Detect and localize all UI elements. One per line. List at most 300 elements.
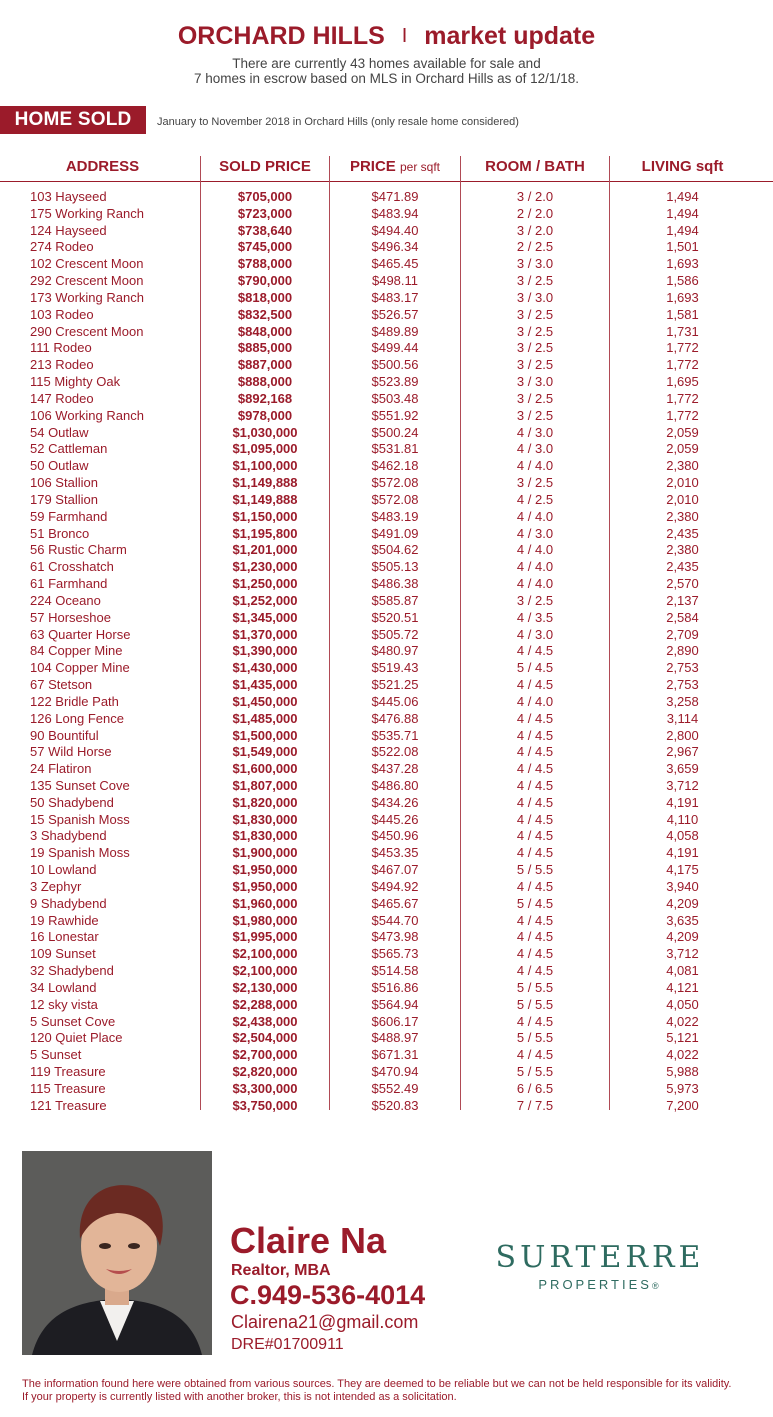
- header-room-bath: ROOM / BATH: [485, 158, 585, 175]
- address-cell: 19 Rawhide: [30, 912, 99, 928]
- table-row: [0, 1047, 773, 1064]
- living-sqft-cell: 1,772: [666, 340, 699, 356]
- address-cell: 90 Bountiful: [30, 727, 99, 743]
- table-row: [0, 374, 773, 391]
- table-row: [0, 744, 773, 761]
- room-bath-cell: 4 / 3.0: [516, 441, 554, 457]
- sold-price-cell: $2,438,000: [232, 1013, 298, 1029]
- address-cell: 121 Treasure: [30, 1097, 107, 1113]
- sold-price-cell: $1,430,000: [232, 660, 298, 676]
- address-cell: 175 Working Ranch: [30, 205, 144, 221]
- price-per-sqft-cell: $505.72: [371, 626, 419, 642]
- price-per-sqft-cell: $500.24: [371, 424, 419, 440]
- room-bath-cell: 4 / 4.5: [516, 811, 554, 827]
- room-bath-cell: 3 / 2.0: [516, 222, 554, 238]
- address-cell: 56 Rustic Charm: [30, 542, 127, 558]
- price-per-sqft-cell: $496.34: [371, 239, 419, 255]
- sold-price-cell: $2,130,000: [232, 979, 298, 995]
- price-per-sqft-cell: $445.06: [371, 693, 419, 709]
- agent-portrait-image: [22, 1151, 212, 1355]
- table-row: [0, 324, 773, 341]
- table-row: [0, 677, 773, 694]
- sold-price-cell: $1,100,000: [232, 458, 298, 474]
- room-bath-cell: 4 / 4.5: [516, 1047, 554, 1063]
- header-price-per-sqft: [330, 158, 460, 175]
- room-bath-cell: 4 / 4.0: [516, 458, 554, 474]
- address-cell: 5 Sunset: [30, 1047, 82, 1063]
- table-row: [0, 879, 773, 896]
- sold-price-cell: $2,504,000: [232, 1030, 298, 1046]
- price-per-sqft-cell: $437.28: [371, 761, 419, 777]
- address-cell: 19 Spanish Moss: [30, 845, 130, 861]
- address-cell: 84 Copper Mine: [30, 643, 123, 659]
- living-sqft-cell: 5,973: [666, 1080, 699, 1096]
- table-row: [0, 1098, 773, 1115]
- price-per-sqft-cell: $572.08: [371, 491, 419, 507]
- living-sqft-cell: 3,712: [666, 777, 699, 793]
- table-row: [0, 946, 773, 963]
- living-sqft-cell: 3,114: [666, 710, 699, 726]
- price-per-sqft-cell: $467.07: [371, 862, 419, 878]
- address-cell: 106 Working Ranch: [30, 407, 144, 423]
- sold-price-cell: $1,149,888: [232, 475, 298, 491]
- address-cell: 213 Rodeo: [30, 357, 94, 373]
- living-sqft-cell: 2,010: [666, 491, 699, 507]
- sold-price-cell: $1,950,000: [232, 862, 298, 878]
- header-price-label: PRICE: [349, 158, 396, 175]
- room-bath-cell: 3 / 2.5: [516, 592, 554, 608]
- address-cell: 173 Working Ranch: [30, 289, 144, 305]
- table-row: [0, 391, 773, 408]
- brokerage-logo: [480, 1240, 720, 1292]
- price-per-sqft-cell: $486.38: [371, 576, 419, 592]
- room-bath-cell: 4 / 4.0: [516, 576, 554, 592]
- living-sqft-cell: 4,175: [666, 862, 699, 878]
- address-cell: 274 Rodeo: [30, 239, 94, 255]
- table-row: [0, 307, 773, 324]
- price-per-sqft-cell: $671.31: [371, 1047, 419, 1063]
- address-cell: 122 Bridle Path: [30, 693, 119, 709]
- table-row: [0, 997, 773, 1014]
- sold-price-cell: $1,485,000: [232, 710, 298, 726]
- table-row: [0, 492, 773, 509]
- table-row: [0, 475, 773, 492]
- room-bath-cell: 4 / 4.5: [516, 794, 554, 810]
- table-row: [0, 357, 773, 374]
- sold-price-cell: $2,100,000: [232, 946, 298, 962]
- living-sqft-cell: 1,772: [666, 390, 699, 406]
- address-cell: 124 Hayseed: [30, 222, 107, 238]
- room-bath-cell: 3 / 3.0: [516, 374, 554, 390]
- room-bath-cell: 3 / 2.5: [516, 475, 554, 491]
- living-sqft-cell: 3,258: [666, 693, 699, 709]
- room-bath-cell: 4 / 4.5: [516, 744, 554, 760]
- room-bath-cell: 4 / 2.5: [516, 491, 554, 507]
- agent-email[interactable]: Clairena21@gmail.com: [231, 1312, 419, 1332]
- price-per-sqft-cell: $526.57: [371, 306, 419, 322]
- address-cell: 10 Lowland: [30, 862, 97, 878]
- table-row: [0, 1030, 773, 1047]
- sold-price-cell: $1,995,000: [232, 929, 298, 945]
- price-per-sqft-cell: $520.83: [371, 1097, 419, 1113]
- table-row: [0, 929, 773, 946]
- table-row: [0, 728, 773, 745]
- address-cell: 126 Long Fence: [30, 710, 124, 726]
- sold-price-cell: $1,960,000: [232, 895, 298, 911]
- room-bath-cell: 4 / 4.5: [516, 878, 554, 894]
- table-row: [0, 963, 773, 980]
- sold-price-cell: $848,000: [237, 323, 293, 339]
- table-row: [0, 1081, 773, 1098]
- living-sqft-cell: 3,712: [666, 946, 699, 962]
- living-sqft-cell: 1,731: [666, 323, 699, 339]
- room-bath-cell: 4 / 3.0: [516, 424, 554, 440]
- price-per-sqft-cell: $523.89: [371, 374, 419, 390]
- address-cell: 50 Outlaw: [30, 458, 89, 474]
- table-row: [0, 643, 773, 660]
- address-cell: 179 Stallion: [30, 491, 98, 507]
- table-row: [0, 610, 773, 627]
- agent-license: DRE#01700911: [231, 1336, 344, 1353]
- price-per-sqft-cell: $483.17: [371, 289, 419, 305]
- room-bath-cell: 4 / 4.0: [516, 693, 554, 709]
- price-per-sqft-cell: $483.19: [371, 508, 419, 524]
- living-sqft-cell: 2,800: [666, 727, 699, 743]
- sold-price-cell: $1,549,000: [232, 744, 298, 760]
- address-cell: 115 Treasure: [30, 1080, 106, 1096]
- address-cell: 24 Flatiron: [30, 761, 92, 777]
- address-cell: 109 Sunset: [30, 946, 96, 962]
- table-row: [0, 1064, 773, 1081]
- room-bath-cell: 4 / 4.5: [516, 777, 554, 793]
- period-note: January to November 2018 in Orchard Hills (only resale home considered): [157, 116, 519, 128]
- living-sqft-cell: 1,586: [666, 273, 699, 289]
- sold-price-cell: $978,000: [237, 407, 293, 423]
- sold-price-cell: $1,095,000: [232, 441, 298, 457]
- price-per-sqft-cell: $471.89: [371, 189, 419, 204]
- room-bath-cell: 4 / 4.5: [516, 946, 554, 962]
- price-per-sqft-cell: $450.96: [371, 828, 419, 844]
- price-per-sqft-cell: $498.11: [371, 273, 419, 289]
- price-per-sqft-cell: $486.80: [371, 777, 419, 793]
- room-bath-cell: 3 / 2.0: [516, 189, 554, 204]
- living-sqft-cell: 3,659: [666, 761, 699, 777]
- room-bath-cell: 4 / 3.0: [516, 626, 554, 642]
- living-sqft-cell: 2,380: [666, 508, 699, 524]
- address-cell: 57 Horseshoe: [30, 609, 111, 625]
- room-bath-cell: 3 / 3.0: [516, 256, 554, 272]
- room-bath-cell: 4 / 4.5: [516, 727, 554, 743]
- disclaimer-line-1: The information found here were obtained from various sources. They are deemed to be reliable but we can not be held responsible for its validity.: [22, 1378, 732, 1390]
- living-sqft-cell: 3,635: [666, 912, 699, 928]
- price-per-sqft-cell: $551.92: [371, 407, 419, 423]
- address-cell: 135 Sunset Cove: [30, 777, 130, 793]
- living-sqft-cell: 2,137: [666, 592, 699, 608]
- brokerage-sub: [480, 1277, 720, 1292]
- room-bath-cell: 3 / 2.5: [516, 407, 554, 423]
- room-bath-cell: 4 / 4.5: [516, 1013, 554, 1029]
- price-per-sqft-cell: $470.94: [371, 1064, 419, 1080]
- table-row: [0, 711, 773, 728]
- table-row: [0, 526, 773, 543]
- sold-price-cell: $1,030,000: [232, 424, 298, 440]
- living-sqft-cell: 4,058: [666, 828, 699, 844]
- living-sqft-cell: 2,709: [666, 626, 699, 642]
- room-bath-cell: 4 / 4.5: [516, 710, 554, 726]
- table-row: [0, 559, 773, 576]
- price-per-sqft-cell: $445.26: [371, 811, 419, 827]
- address-cell: 61 Crosshatch: [30, 559, 114, 575]
- living-sqft-cell: 2,380: [666, 542, 699, 558]
- sold-price-cell: $3,750,000: [232, 1097, 298, 1113]
- room-bath-cell: 4 / 3.5: [516, 609, 554, 625]
- sold-price-cell: $832,500: [237, 306, 293, 322]
- living-sqft-cell: 4,191: [666, 794, 699, 810]
- sold-price-cell: $1,600,000: [232, 761, 298, 777]
- living-sqft-cell: 5,988: [666, 1064, 699, 1080]
- price-per-sqft-cell: $606.17: [371, 1013, 419, 1029]
- address-cell: 32 Shadybend: [30, 963, 114, 979]
- living-sqft-cell: 4,050: [666, 996, 699, 1012]
- sold-price-cell: $1,201,000: [232, 542, 298, 558]
- living-sqft-cell: 2,967: [666, 744, 699, 760]
- price-per-sqft-cell: $531.81: [371, 441, 419, 457]
- price-per-sqft-cell: $514.58: [371, 963, 419, 979]
- address-cell: 103 Rodeo: [30, 306, 94, 322]
- table-row: [0, 273, 773, 290]
- table-row: [0, 576, 773, 593]
- living-sqft-cell: 1,494: [666, 189, 699, 204]
- room-bath-cell: 6 / 6.5: [516, 1080, 554, 1096]
- sold-price-cell: $1,150,000: [232, 508, 298, 524]
- sold-price-cell: $1,370,000: [232, 626, 298, 642]
- room-bath-cell: 2 / 2.5: [516, 239, 554, 255]
- sold-price-cell: $788,000: [237, 256, 293, 272]
- disclaimer-line-2: If your property is currently listed with another broker, this is not intended as a solicitation.: [22, 1391, 457, 1403]
- sold-price-cell: $2,820,000: [232, 1064, 298, 1080]
- sold-price-cell: $1,149,888: [232, 491, 298, 507]
- room-bath-cell: 4 / 4.5: [516, 845, 554, 861]
- address-cell: 34 Lowland: [30, 979, 97, 995]
- room-bath-cell: 4 / 3.0: [516, 525, 554, 541]
- price-per-sqft-cell: $503.48: [371, 390, 419, 406]
- address-cell: 120 Quiet Place: [30, 1030, 123, 1046]
- room-bath-cell: 5 / 5.5: [516, 862, 554, 878]
- room-bath-cell: 4 / 4.0: [516, 542, 554, 558]
- sold-price-cell: $887,000: [237, 357, 293, 373]
- table-row: [0, 778, 773, 795]
- sold-price-cell: $1,980,000: [232, 912, 298, 928]
- living-sqft-cell: 5,121: [666, 1030, 699, 1046]
- table-row: [0, 593, 773, 610]
- table-row: [0, 862, 773, 879]
- price-per-sqft-cell: $519.43: [371, 660, 419, 676]
- agent-title: Realtor, MBA: [231, 1262, 331, 1279]
- price-per-sqft-cell: $500.56: [371, 357, 419, 373]
- price-per-sqft-cell: $520.51: [371, 609, 419, 625]
- room-bath-cell: 3 / 2.5: [516, 323, 554, 339]
- room-bath-cell: 5 / 5.5: [516, 1064, 554, 1080]
- sold-price-cell: $1,830,000: [232, 811, 298, 827]
- sold-price-cell: $1,807,000: [232, 777, 298, 793]
- table-row: [0, 812, 773, 829]
- sold-price-cell: $888,000: [237, 374, 293, 390]
- room-bath-cell: 4 / 4.0: [516, 559, 554, 575]
- table-row: [0, 509, 773, 526]
- table-row: [0, 206, 773, 223]
- header-price-suffix: per sqft: [399, 160, 441, 174]
- address-cell: 50 Shadybend: [30, 794, 114, 810]
- agent-photo: [22, 1151, 212, 1355]
- address-cell: 54 Outlaw: [30, 424, 89, 440]
- room-bath-cell: 3 / 2.5: [516, 340, 554, 356]
- registered-mark: ®: [651, 1281, 662, 1291]
- room-bath-cell: 3 / 2.5: [516, 357, 554, 373]
- address-cell: 3 Zephyr: [30, 878, 82, 894]
- living-sqft-cell: 1,494: [666, 205, 699, 221]
- living-sqft-cell: 1,693: [666, 289, 699, 305]
- living-sqft-cell: 4,191: [666, 845, 699, 861]
- address-cell: 119 Treasure: [30, 1064, 106, 1080]
- living-sqft-cell: 2,010: [666, 475, 699, 491]
- room-bath-cell: 4 / 4.5: [516, 643, 554, 659]
- price-per-sqft-cell: $465.67: [371, 895, 419, 911]
- address-cell: 103 Hayseed: [30, 189, 107, 204]
- table-row: [0, 441, 773, 458]
- address-cell: 67 Stetson: [30, 677, 93, 693]
- address-cell: 111 Rodeo: [30, 340, 92, 356]
- living-sqft-cell: 4,022: [666, 1047, 699, 1063]
- room-bath-cell: 3 / 2.5: [516, 306, 554, 322]
- living-sqft-cell: 1,695: [666, 374, 699, 390]
- room-bath-cell: 4 / 4.0: [516, 508, 554, 524]
- page-title: [0, 22, 773, 51]
- room-bath-cell: 5 / 4.5: [516, 895, 554, 911]
- living-sqft-cell: 1,693: [666, 256, 699, 272]
- agent-phone[interactable]: C.949-536-4014: [230, 1280, 426, 1310]
- living-sqft-cell: 4,121: [666, 979, 699, 995]
- brokerage-name: SURTERRE: [495, 1240, 705, 1275]
- header-address: ADDRESS: [65, 158, 140, 175]
- sold-price-cell: $1,435,000: [232, 677, 298, 693]
- room-bath-cell: 4 / 4.5: [516, 828, 554, 844]
- table-row: [0, 761, 773, 778]
- intro-line-2: 7 homes in escrow based on MLS in Orchard Hills as of 12/1/18.: [194, 71, 579, 86]
- address-cell: 104 Copper Mine: [30, 660, 130, 676]
- price-per-sqft-cell: $462.18: [371, 458, 419, 474]
- table-row: [0, 828, 773, 845]
- living-sqft-cell: 1,494: [666, 222, 699, 238]
- price-per-sqft-cell: $505.13: [371, 559, 419, 575]
- room-bath-cell: 3 / 2.5: [516, 273, 554, 289]
- room-bath-cell: 3 / 2.5: [516, 390, 554, 406]
- sold-price-cell: $2,700,000: [232, 1047, 298, 1063]
- living-sqft-cell: 3,940: [666, 878, 699, 894]
- table-row: [0, 340, 773, 357]
- price-per-sqft-cell: $494.40: [371, 222, 419, 238]
- table-row: [0, 239, 773, 256]
- sold-price-cell: $723,000: [237, 205, 293, 221]
- room-bath-cell: 4 / 4.5: [516, 912, 554, 928]
- title-subtitle: market update: [424, 22, 596, 50]
- price-per-sqft-cell: $499.44: [371, 340, 419, 356]
- address-cell: 292 Crescent Moon: [30, 273, 144, 289]
- room-bath-cell: 5 / 4.5: [516, 660, 554, 676]
- table-row: [0, 458, 773, 475]
- address-cell: 147 Rodeo: [30, 390, 94, 406]
- intro-line-1: There are currently 43 homes available for sale and: [232, 56, 541, 71]
- price-per-sqft-cell: $552.49: [371, 1080, 419, 1096]
- price-per-sqft-cell: $465.45: [371, 256, 419, 272]
- living-sqft-cell: 2,584: [666, 609, 699, 625]
- sold-homes-table: [0, 189, 773, 1115]
- price-per-sqft-cell: $516.86: [371, 979, 419, 995]
- living-sqft-cell: 2,380: [666, 458, 699, 474]
- price-per-sqft-cell: $521.25: [371, 677, 419, 693]
- price-per-sqft-cell: $535.71: [371, 727, 419, 743]
- brokerage-sub-text: PROPERTIES: [538, 1277, 652, 1292]
- header-living-sqft: LIVING sqft: [641, 158, 724, 175]
- living-sqft-cell: 2,753: [666, 677, 699, 693]
- sold-price-cell: $738,640: [237, 222, 293, 238]
- address-cell: 61 Farmhand: [30, 576, 108, 592]
- table-row: [0, 290, 773, 307]
- table-row: [0, 223, 773, 240]
- price-per-sqft-cell: $565.73: [371, 946, 419, 962]
- table-row: [0, 189, 773, 206]
- price-per-sqft-cell: $585.87: [371, 592, 419, 608]
- living-sqft-cell: 2,059: [666, 424, 699, 440]
- sold-price-cell: $885,000: [237, 340, 293, 356]
- sold-price-cell: $818,000: [237, 289, 293, 305]
- address-cell: 5 Sunset Cove: [30, 1013, 116, 1029]
- table-row: [0, 660, 773, 677]
- table-row: [0, 896, 773, 913]
- room-bath-cell: 5 / 5.5: [516, 1030, 554, 1046]
- living-sqft-cell: 4,022: [666, 1013, 699, 1029]
- sold-price-cell: $1,250,000: [232, 576, 298, 592]
- address-cell: 15 Spanish Moss: [30, 811, 130, 827]
- header-rule: [0, 181, 773, 182]
- price-per-sqft-cell: $544.70: [371, 912, 419, 928]
- header-sold-price: SOLD PRICE: [219, 158, 311, 175]
- table-row: [0, 425, 773, 442]
- address-cell: 9 Shadybend: [30, 895, 107, 911]
- living-sqft-cell: 2,435: [666, 525, 699, 541]
- room-bath-cell: 2 / 2.0: [516, 205, 554, 221]
- price-per-sqft-cell: $504.62: [371, 542, 419, 558]
- living-sqft-cell: 2,753: [666, 660, 699, 676]
- table-row: [0, 795, 773, 812]
- living-sqft-cell: 1,501: [666, 239, 699, 255]
- table-row: [0, 694, 773, 711]
- sold-price-cell: $1,252,000: [232, 592, 298, 608]
- room-bath-cell: 7 / 7.5: [516, 1097, 554, 1113]
- price-per-sqft-cell: $488.97: [371, 1030, 419, 1046]
- sold-price-cell: $745,000: [237, 239, 293, 255]
- room-bath-cell: 5 / 5.5: [516, 996, 554, 1012]
- price-per-sqft-cell: $473.98: [371, 929, 419, 945]
- sold-price-cell: $790,000: [237, 273, 293, 289]
- room-bath-cell: 5 / 5.5: [516, 979, 554, 995]
- sold-price-cell: $705,000: [237, 189, 293, 204]
- room-bath-cell: 4 / 4.5: [516, 677, 554, 693]
- living-sqft-cell: 7,200: [666, 1097, 699, 1113]
- sold-price-cell: $1,950,000: [232, 878, 298, 894]
- sold-price-cell: $2,100,000: [232, 963, 298, 979]
- price-per-sqft-cell: $564.94: [371, 996, 419, 1012]
- table-row: [0, 980, 773, 997]
